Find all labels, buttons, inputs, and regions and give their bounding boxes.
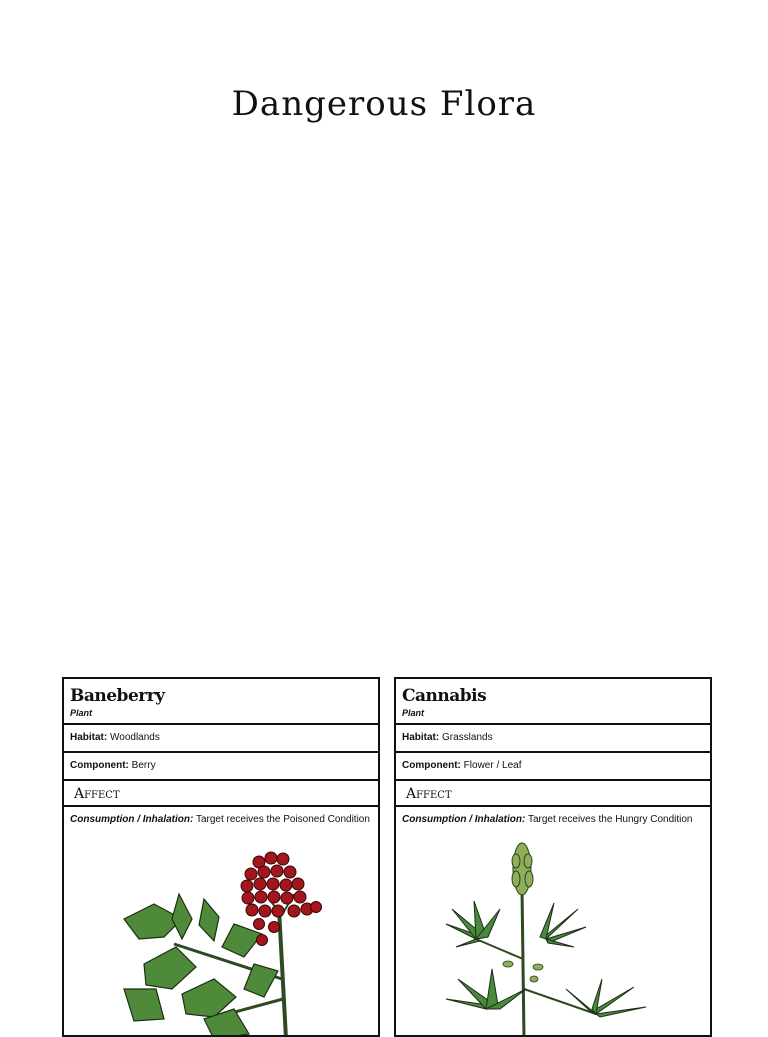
effect-text: Target receives the Poisoned Condition bbox=[195, 814, 370, 825]
card-type: Plant bbox=[70, 708, 93, 718]
affect-heading: Affect bbox=[64, 781, 378, 807]
habitat-row bbox=[396, 725, 710, 753]
flora-card-baneberry bbox=[62, 677, 380, 1037]
card-name: Baneberry bbox=[70, 686, 165, 706]
effect-label: Consumption / Inhalation: bbox=[70, 814, 194, 825]
effect-row bbox=[64, 807, 378, 827]
card-header bbox=[396, 679, 710, 725]
component-value: Berry bbox=[131, 760, 156, 771]
cannabis-illustration bbox=[396, 839, 710, 1037]
habitat-value: Woodlands bbox=[110, 732, 160, 743]
page-title: Dangerous Flora bbox=[231, 84, 537, 124]
card-header bbox=[64, 679, 378, 725]
affect-heading: Affect bbox=[396, 781, 710, 807]
effect-label: Consumption / Inhalation: bbox=[402, 814, 526, 825]
effect-row bbox=[396, 807, 710, 827]
habitat-label: Habitat: bbox=[70, 732, 108, 743]
card-type: Plant bbox=[402, 708, 425, 718]
effect-text: Target receives the Hungry Condition bbox=[527, 814, 693, 825]
habitat-value: Grasslands bbox=[442, 732, 493, 743]
flora-card-cannabis bbox=[394, 677, 712, 1037]
habitat-row bbox=[64, 725, 378, 753]
card-name: Cannabis bbox=[402, 686, 487, 706]
component-value: Flower / Leaf bbox=[463, 760, 522, 771]
component-label: Component: bbox=[70, 760, 129, 771]
habitat-label: Habitat: bbox=[402, 732, 440, 743]
component-row bbox=[396, 753, 710, 781]
component-row bbox=[64, 753, 378, 781]
baneberry-illustration bbox=[64, 839, 378, 1037]
component-label: Component: bbox=[402, 760, 461, 771]
